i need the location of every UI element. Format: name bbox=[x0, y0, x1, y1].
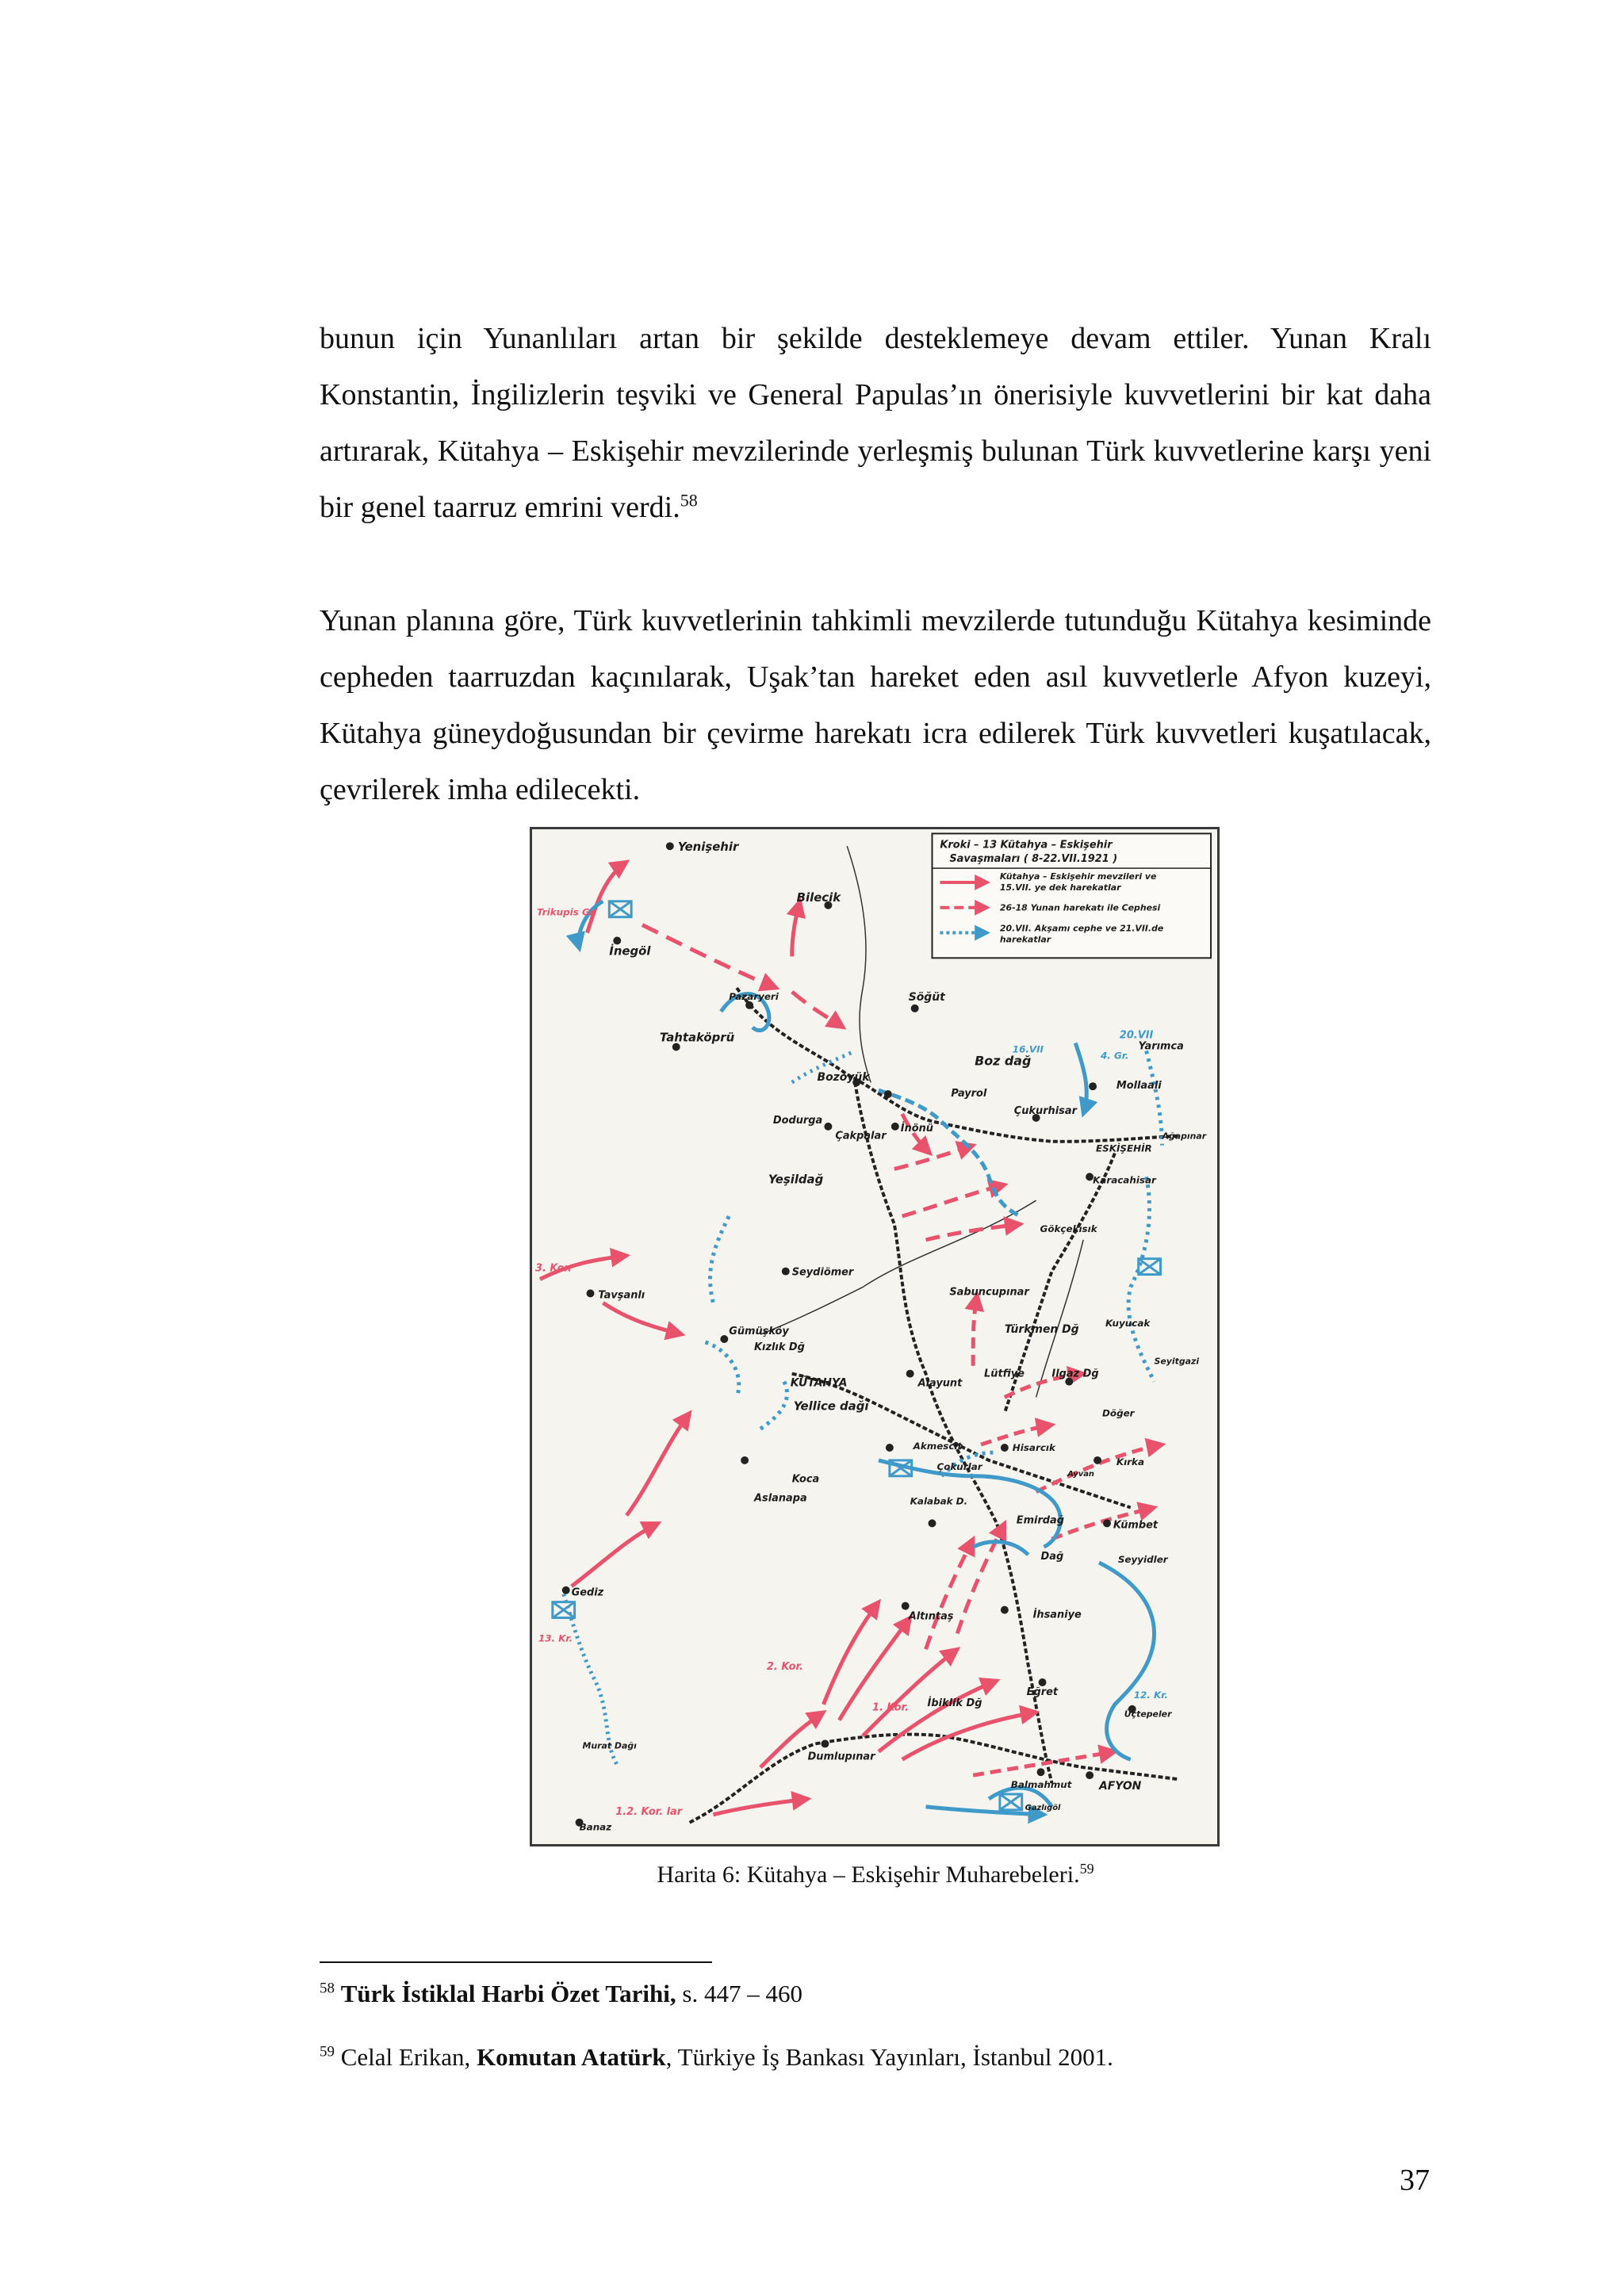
footnote-separator bbox=[320, 1961, 712, 1963]
svg-text:KÜTAHYA: KÜTAHYA bbox=[790, 1376, 848, 1390]
paragraph-text: bunun için Yunanlıları artan bir şekilde desteklemeye devam ettiler. Yunan Kralı Konstantin, İngilizlerin teşviki ve General Papulas’ın önerisiyle kuvvetlerini bir kat daha artırarak, Kütahya – Eskişehir mevzilerinde yerleşmiş bulunan Türk kuvvetlerine karşı yeni bir genel taarruz emrini verdi. bbox=[320, 322, 1431, 524]
footnote-number: 59 bbox=[320, 2043, 335, 2061]
svg-text:ESKİŞEHİR: ESKİŞEHİR bbox=[1096, 1142, 1152, 1154]
svg-text:Seydiömer: Seydiömer bbox=[791, 1266, 854, 1279]
footnote-title: Türk İstiklal Harbi Özet Tarihi, bbox=[340, 1980, 676, 2007]
svg-text:Çakpalar: Çakpalar bbox=[835, 1130, 887, 1142]
svg-text:Lütfiye: Lütfiye bbox=[984, 1368, 1025, 1380]
svg-text:Karacahisar: Karacahisar bbox=[1093, 1174, 1156, 1186]
svg-text:Çokurlar: Çokurlar bbox=[936, 1460, 982, 1472]
unit-labels bbox=[535, 907, 1168, 1818]
svg-text:3. Kor.: 3. Kor. bbox=[534, 1262, 572, 1275]
svg-text:Ilgaz Dğ: Ilgaz Dğ bbox=[1051, 1368, 1099, 1380]
svg-text:Balmahmut: Balmahmut bbox=[1010, 1779, 1072, 1791]
svg-text:Alayunt: Alayunt bbox=[917, 1377, 963, 1390]
page-number: 37 bbox=[1400, 2164, 1430, 2197]
svg-text:Döğer: Döğer bbox=[1102, 1407, 1135, 1419]
svg-text:Bozöyük: Bozöyük bbox=[817, 1071, 870, 1085]
body-paragraph-2 bbox=[320, 593, 1431, 818]
svg-text:Ağapınar: Ağapınar bbox=[1162, 1131, 1207, 1142]
footnote-number: 58 bbox=[320, 1980, 335, 1997]
svg-text:İnönü: İnönü bbox=[900, 1122, 934, 1135]
place-labels bbox=[572, 840, 1207, 1832]
svg-text:Dağ: Dağ bbox=[1040, 1551, 1064, 1563]
svg-text:Payrol: Payrol bbox=[951, 1088, 987, 1100]
svg-text:Dodurga: Dodurga bbox=[772, 1114, 823, 1127]
svg-text:Gökçekısık: Gökçekısık bbox=[1040, 1223, 1097, 1234]
footnote-pages: s. 447 – 460 bbox=[676, 1980, 802, 2007]
svg-text:Kroki – 13 Kütahya – Eskişehi: Kroki – 13 Kütahya – Eskişehir bbox=[940, 839, 1113, 851]
svg-text:Yeşildağ: Yeşildağ bbox=[768, 1172, 824, 1187]
svg-text:Dumlupınar: Dumlupınar bbox=[807, 1751, 875, 1763]
svg-text:13. Kr.: 13. Kr. bbox=[538, 1632, 573, 1644]
svg-text:Seyyidler: Seyyidler bbox=[1117, 1554, 1168, 1566]
svg-text:İhsaniye: İhsaniye bbox=[1032, 1609, 1082, 1621]
svg-text:26-18 Yunan harekatı ile Cephe: 26-18 Yunan harekatı ile Cephesi bbox=[999, 902, 1161, 913]
footnote-ref-59[interactable]: 59 bbox=[1079, 1861, 1094, 1877]
svg-text:Bilecik: Bilecik bbox=[796, 890, 841, 905]
svg-text:Koca: Koca bbox=[791, 1473, 820, 1486]
svg-text:Kırka: Kırka bbox=[1116, 1456, 1145, 1468]
svg-text:İnegöl: İnegöl bbox=[609, 943, 651, 959]
svg-text:Banaz: Banaz bbox=[579, 1821, 612, 1833]
svg-text:Emirdağ: Emirdağ bbox=[1016, 1514, 1065, 1527]
figure-caption bbox=[320, 1862, 1431, 1888]
footnote-58 bbox=[320, 1978, 1431, 2010]
svg-text:AFYON: AFYON bbox=[1099, 1780, 1142, 1793]
footnote-author: Celal Erikan, bbox=[340, 2043, 477, 2071]
svg-text:Eğret: Eğret bbox=[1026, 1686, 1059, 1698]
svg-text:Boz dağ: Boz dağ bbox=[975, 1053, 1032, 1069]
svg-text:Yenişehir: Yenişehir bbox=[677, 840, 739, 855]
svg-text:20.VII: 20.VII bbox=[1119, 1029, 1154, 1042]
svg-text:16.VII: 16.VII bbox=[1012, 1043, 1044, 1055]
footnote-ref-58[interactable]: 58 bbox=[680, 490, 698, 511]
svg-text:İbiklik Dğ: İbiklik Dğ bbox=[927, 1697, 982, 1709]
svg-text:Pazaryeri: Pazaryeri bbox=[729, 990, 779, 1002]
svg-text:Üçtepeler: Üçtepeler bbox=[1124, 1709, 1172, 1720]
svg-text:Yellice dağı: Yellice dağı bbox=[793, 1399, 869, 1414]
footnote-title: Komutan Atatürk bbox=[477, 2043, 666, 2071]
caption-text: Harita 6: Kütahya – Eskişehir Muharebeleri. bbox=[657, 1862, 1080, 1888]
svg-text:Söğüt: Söğüt bbox=[908, 990, 945, 1004]
greek-movements bbox=[540, 862, 1162, 1815]
svg-text:Savaşmaları ( 8-22.VII.1921 ): Savaşmaları ( 8-22.VII.1921 ) bbox=[949, 853, 1118, 866]
svg-text:20.VII. Akşamı cephe ve 21.VII: 20.VII. Akşamı cephe ve 21.VII.de bbox=[999, 923, 1164, 934]
svg-text:Sabuncupınar: Sabuncupınar bbox=[949, 1286, 1029, 1299]
svg-text:Mollaali: Mollaali bbox=[1116, 1080, 1162, 1093]
svg-text:15.VII. ye dek harekatlar: 15.VII. ye dek harekatlar bbox=[999, 882, 1121, 893]
map-figure bbox=[530, 827, 1220, 1846]
svg-text:harekatlar: harekatlar bbox=[999, 934, 1051, 945]
map-legend bbox=[932, 833, 1211, 958]
svg-text:Gazlıgöl: Gazlıgöl bbox=[1025, 1803, 1061, 1812]
turkish-positions bbox=[564, 901, 1162, 1807]
svg-text:Gediz: Gediz bbox=[571, 1586, 604, 1599]
svg-text:Kütahya – Eskişehir mevzileri: Kütahya – Eskişehir mevzileri ve bbox=[999, 871, 1157, 882]
svg-text:Seyitgazi: Seyitgazi bbox=[1154, 1356, 1200, 1367]
svg-text:Altıntaş: Altıntaş bbox=[908, 1610, 954, 1623]
svg-text:2. Kor.: 2. Kor. bbox=[766, 1661, 803, 1674]
svg-text:Yarımca: Yarımca bbox=[1138, 1040, 1184, 1053]
svg-text:Kuyucak: Kuyucak bbox=[1105, 1318, 1151, 1330]
svg-text:Hisarcık: Hisarcık bbox=[1012, 1442, 1055, 1453]
svg-text:Kızlık Dğ: Kızlık Dğ bbox=[754, 1341, 805, 1353]
svg-text:Tavşanlı: Tavşanlı bbox=[598, 1289, 645, 1302]
svg-text:Kümbet: Kümbet bbox=[1113, 1519, 1159, 1532]
svg-text:12. Kr.: 12. Kr. bbox=[1133, 1689, 1168, 1701]
svg-text:Tahtaköprü: Tahtaköprü bbox=[659, 1030, 735, 1045]
svg-text:Çukurhisar: Çukurhisar bbox=[1013, 1104, 1077, 1117]
footnote-publisher: , Türkiye İş Bankası Yayınları, İstanbul 2001. bbox=[665, 2043, 1113, 2071]
svg-text:Aslanapa: Aslanapa bbox=[754, 1492, 807, 1505]
unit-symbols bbox=[553, 901, 1164, 1810]
svg-text:Trikupis Gr.: Trikupis Gr. bbox=[536, 906, 597, 918]
battle-map bbox=[532, 829, 1217, 1844]
svg-text:Ayvan: Ayvan bbox=[1067, 1469, 1094, 1479]
svg-text:Akmescit: Akmescit bbox=[913, 1441, 963, 1452]
paragraph-text: Yunan planına göre, Türk kuvvetlerinin tahkimli mevzilerde tutunduğu Kütahya kesiminde cepheden taarruzdan kaçınılarak, Uşak’tan hareket eden asıl kuvvetlerle Afyon kuzeyi, Kütahya güneydoğusundan bir çevirme harekatı icra edilerek Türk kuvvetleri kuşatılacak, çevrilerek imha edilecekti. bbox=[320, 604, 1431, 806]
svg-text:1. Kor.: 1. Kor. bbox=[872, 1701, 909, 1714]
svg-text:Türkmen Dğ: Türkmen Dğ bbox=[1004, 1323, 1079, 1337]
svg-text:Kalabak D.: Kalabak D. bbox=[910, 1495, 968, 1507]
footnote-59 bbox=[320, 2042, 1431, 2073]
svg-text:Murat Dağı: Murat Dağı bbox=[582, 1740, 637, 1751]
body-paragraph-1 bbox=[320, 311, 1431, 536]
svg-text:4. Gr.: 4. Gr. bbox=[1101, 1050, 1129, 1062]
svg-text:Gümüşköy: Gümüşköy bbox=[729, 1326, 789, 1338]
svg-text:1.2. Kor. lar: 1.2. Kor. lar bbox=[615, 1805, 683, 1818]
